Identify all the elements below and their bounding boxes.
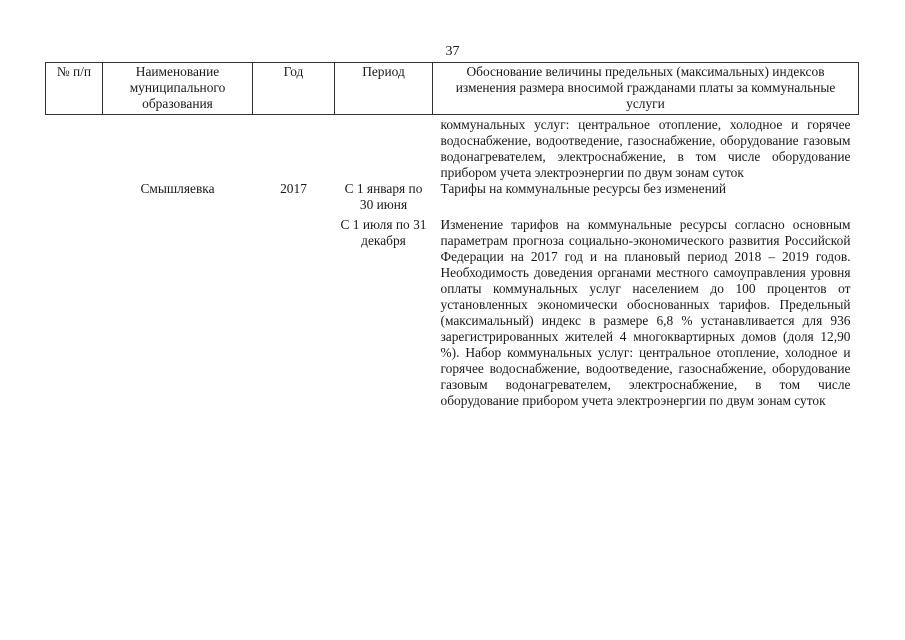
year-value: 2017 xyxy=(280,181,307,196)
table-row-continuation xyxy=(46,117,859,181)
header-period: Период xyxy=(335,63,433,115)
table-header-row xyxy=(46,63,859,115)
header-basis: Обоснование величины предельных (максимальных) индексов изменения размера вносимой гражданами платы за коммунальные услуги xyxy=(433,63,859,115)
basis-first-half: Тарифы на коммунальные ресурсы без изменений xyxy=(440,181,727,196)
header-municipality: Наименование муниципального образования xyxy=(103,63,253,115)
tariff-index-table xyxy=(45,62,859,409)
municipality-name: Смышляевка xyxy=(140,181,215,196)
table-row xyxy=(46,213,859,409)
period-second-half: С 1 июля по 31 декабря xyxy=(340,217,427,248)
header-year: Год xyxy=(253,63,335,115)
header-num: № п/п xyxy=(46,63,103,115)
page-number: 37 xyxy=(445,44,460,59)
continuation-text: коммунальных услуг: центральное отопление, холодное и горячее водоснабжение, водоотведение, газоснабжение, оборудование газовым водонагревателем, электроснабжение, в том числе оборудование прибором учета электроэнергии по двум зонам суток xyxy=(440,117,851,180)
period-first-half: С 1 января по 30 июня xyxy=(344,181,423,212)
table-row xyxy=(46,181,859,213)
basis-second-half: Изменение тарифов на коммунальные ресурсы согласно основным параметрам прогноза социально-экономического развития Российской Федерации на 2017 год и на плановый период 2018 – 2019 годов. Необходимость доведения органами местного самоуправления уровня оплаты коммунальных услуг населением до 100 процентов от установленных экономически обоснованных тарифов. Предельный (максимальный) индекс в размере 6,8 % устанавливается для 936 зарегистрированных жителей 4 многоквартирных домов (доля 12,90 %). Набор коммунальных услуг: центральное отопление, холодное и горячее водоснабжение, водоотведение, газоснабжение, оборудование газовым водонагревателем, электроснабжение, в том числе оборудование прибором учета электроэнергии по двум зонам суток xyxy=(440,217,851,408)
